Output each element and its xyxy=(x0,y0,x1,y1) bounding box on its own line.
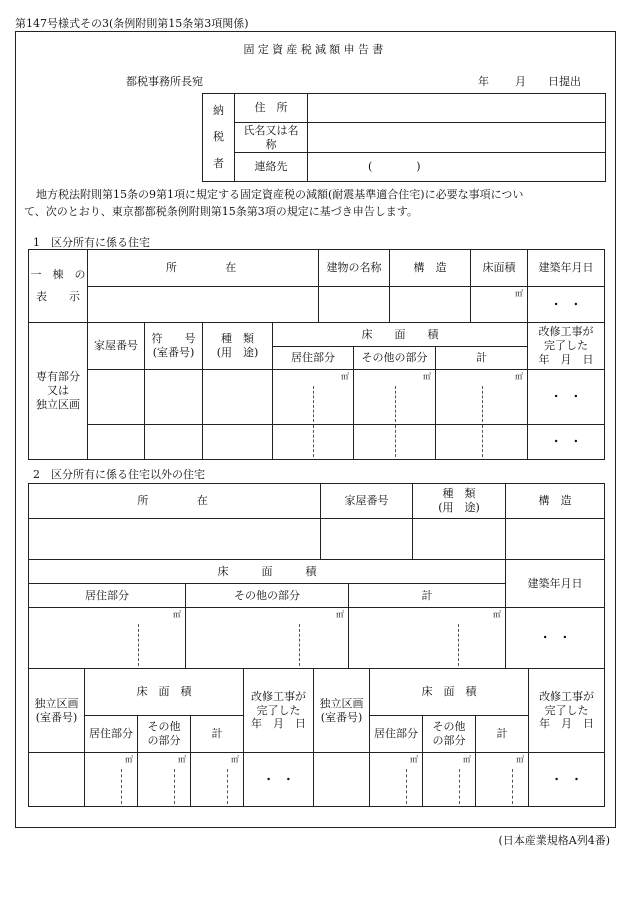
s1-other-field-2[interactable] xyxy=(354,425,436,460)
s2-floor-area-mid-header: 床 面 積 xyxy=(85,669,244,716)
s1-renovation-header: 改修工事が 完了した 年 月 日 xyxy=(528,323,605,370)
s1-house-no-field-2[interactable] xyxy=(88,425,145,460)
s2-renovation-header-2: 改修工事が 完了した 年 月 日 xyxy=(529,669,605,753)
s2-location-field[interactable] xyxy=(29,519,321,560)
s1-building-name-field[interactable] xyxy=(319,287,390,323)
s2-total-header: 計 xyxy=(349,584,506,608)
s1-structure-field[interactable] xyxy=(390,287,471,323)
s2-total-sub-field-2[interactable]: ㎡ xyxy=(476,753,529,807)
s1-house-no-field[interactable] xyxy=(88,370,145,425)
section2-heading: 2 区分所有に係る住宅以外の住宅 xyxy=(33,468,205,481)
section2-table-lower xyxy=(28,668,605,807)
building-label: 一 棟 の 表 示 xyxy=(29,250,88,323)
s2-residential-header: 居住部分 xyxy=(29,584,186,608)
address-field[interactable] xyxy=(308,94,606,123)
s2-total-sub-2: 計 xyxy=(476,716,529,753)
s2-residential-sub-field[interactable]: ㎡ xyxy=(85,753,138,807)
section1-table xyxy=(28,249,605,460)
s2-independent-field[interactable] xyxy=(29,753,85,807)
s1-symbol-header: 符 号 (室番号) xyxy=(145,323,203,370)
date-month: 月 xyxy=(515,75,526,88)
s2-residential-sub: 居住部分 xyxy=(85,716,138,753)
s2-independent-header: 独立区画 (室番号) xyxy=(29,669,85,753)
s2-other-field[interactable]: ㎡ xyxy=(186,608,349,669)
section2-table-middle xyxy=(28,559,605,669)
s2-total-sub: 計 xyxy=(191,716,244,753)
form-number: 第147号様式その3(条例附則第15条第3項関係) xyxy=(15,17,249,30)
contact-label: 連絡先 xyxy=(235,153,308,182)
s1-built-header: 建築年月日 xyxy=(528,250,605,287)
s1-floor-area-wide-header: 床 面 積 xyxy=(273,323,528,347)
s1-symbol-field-2[interactable] xyxy=(145,425,203,460)
s2-floor-area-header: 床 面 積 xyxy=(29,560,506,584)
s2-residential-field[interactable]: ㎡ xyxy=(29,608,186,669)
s1-kind-header: 種 類 (用 途) xyxy=(203,323,273,370)
declaration-line1: 地方税法附則第15条の9第1項に規定する固定資産税の減額(耐震基準適合住宅)に必要な事項につい xyxy=(36,188,524,201)
s1-kind-field-2[interactable] xyxy=(203,425,273,460)
owned-label: 専有部分 又は 独立区画 xyxy=(29,323,88,460)
s1-kind-field[interactable] xyxy=(203,370,273,425)
s1-total-field-2[interactable] xyxy=(436,425,528,460)
s2-other-sub-field-2[interactable]: ㎡ xyxy=(423,753,476,807)
s2-kind-header: 種 類 (用 途) xyxy=(413,484,506,519)
s1-renovation-field[interactable]: ・・ xyxy=(528,370,605,425)
s1-location-field[interactable] xyxy=(88,287,319,323)
s1-building-name-header: 建物の名称 xyxy=(319,250,390,287)
s2-other-sub: その他 の部分 xyxy=(138,716,191,753)
s2-residential-sub-field-2[interactable]: ㎡ xyxy=(370,753,423,807)
s2-independent-header-2: 独立区画 (室番号) xyxy=(314,669,370,753)
s2-total-sub-field[interactable]: ㎡ xyxy=(191,753,244,807)
s2-house-no-header: 家屋番号 xyxy=(321,484,413,519)
s2-independent-field-2[interactable] xyxy=(314,753,370,807)
s1-residential-field[interactable]: ㎡ xyxy=(273,370,354,425)
s2-other-sub-2: その他 の部分 xyxy=(423,716,476,753)
s2-kind-field[interactable] xyxy=(413,519,506,560)
s1-residential-field-2[interactable] xyxy=(273,425,354,460)
date-day: 日提出 xyxy=(548,75,581,88)
s2-built-header: 建築年月日 xyxy=(506,560,605,608)
name-label: 氏名又は名称 xyxy=(235,123,308,153)
address-label: 住 所 xyxy=(235,94,308,123)
s2-location-header: 所 在 xyxy=(29,484,321,519)
s1-floor-area-field[interactable]: ㎡ xyxy=(471,287,528,323)
s2-house-no-field[interactable] xyxy=(321,519,413,560)
taxpayer-label: 納 税 者 xyxy=(203,94,235,182)
s1-structure-header: 構 造 xyxy=(390,250,471,287)
s1-floor-area-header: 床面積 xyxy=(471,250,528,287)
name-field[interactable] xyxy=(308,123,606,153)
paper-size-note: (日本産業規格A列4番) xyxy=(498,834,610,847)
s2-renovation-field-2[interactable]: ・・ xyxy=(529,753,605,807)
addressee: 都税事務所長宛 xyxy=(126,75,203,88)
form-title: 固定資産税減額申告書 xyxy=(243,43,387,56)
s2-other-sub-field[interactable]: ㎡ xyxy=(138,753,191,807)
contact-field[interactable]: ( ) xyxy=(308,153,606,182)
s2-renovation-header: 改修工事が 完了した 年 月 日 xyxy=(244,669,314,753)
s2-structure-field[interactable] xyxy=(506,519,605,560)
s2-renovation-field[interactable]: ・・ xyxy=(244,753,314,807)
s1-house-no-header: 家屋番号 xyxy=(88,323,145,370)
s1-residential-header: 居住部分 xyxy=(273,347,354,370)
s1-other-field[interactable]: ㎡ xyxy=(354,370,436,425)
date-year: 年 xyxy=(478,75,489,88)
applicant-table xyxy=(202,93,606,182)
s2-other-header: その他の部分 xyxy=(186,584,349,608)
s1-renovation-field-2[interactable]: ・・ xyxy=(528,425,605,460)
declaration-line2: て、次のとおり、東京都都税条例附則第15条第3項の規定に基づき申告します。 xyxy=(24,205,418,218)
section1-heading: 1 区分所有に係る住宅 xyxy=(33,236,150,249)
s1-location-header: 所 在 xyxy=(88,250,319,287)
s2-built-field[interactable]: ・・ xyxy=(506,608,605,669)
s1-symbol-field[interactable] xyxy=(145,370,203,425)
s1-total-header: 計 xyxy=(436,347,528,370)
s1-other-header: その他の部分 xyxy=(354,347,436,370)
s2-structure-header: 構 造 xyxy=(506,484,605,519)
s2-total-field[interactable]: ㎡ xyxy=(349,608,506,669)
s1-built-field[interactable]: ・・ xyxy=(528,287,605,323)
s2-residential-sub-2: 居住部分 xyxy=(370,716,423,753)
s2-floor-area-mid-header-2: 床 面 積 xyxy=(370,669,529,716)
s1-total-field[interactable]: ㎡ xyxy=(436,370,528,425)
section2-table-upper xyxy=(28,483,605,560)
